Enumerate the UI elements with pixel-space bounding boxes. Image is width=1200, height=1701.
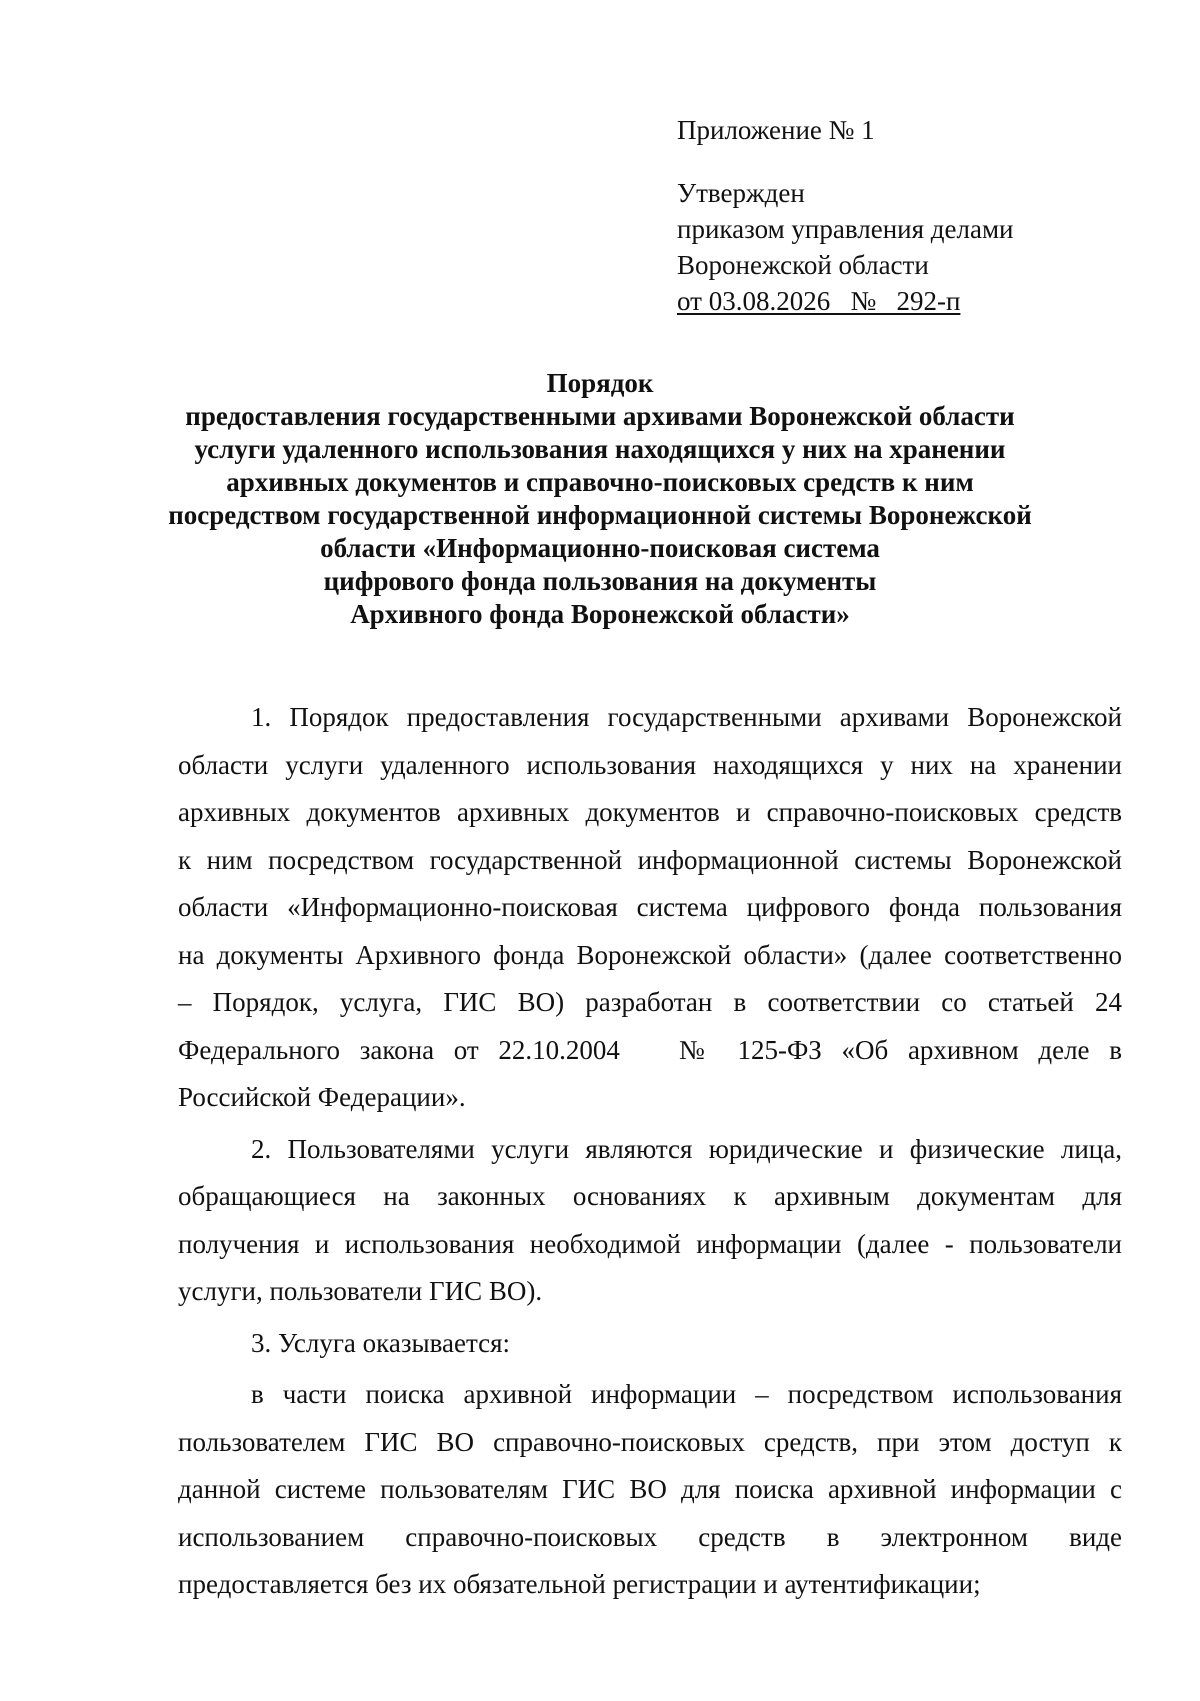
paragraph-line: предоставляется без их обязательной регистрации и аутентификации; [178, 1569, 981, 1599]
title-line: предоставления государственными архивами Воронежской области [185, 401, 1015, 431]
paragraph-line: на документы Архивного фонда Воронежской области» (далее соответственно [178, 939, 1122, 970]
title-line: услуги удаленного использования находящихся у них на хранении [194, 434, 1006, 464]
paragraph-line: 2. Пользователями услуги являются юридические и физические лица, [251, 1133, 1122, 1164]
title-line: Архивного фонда Воронежской области» [350, 599, 850, 629]
approved-by-order: приказом управления делами [677, 214, 1014, 244]
paragraph-line: к ним посредством государственной информационной системы Воронежской [178, 844, 1122, 875]
approval-block [677, 112, 1014, 319]
paragraph-line: использованием справочно-поисковых средств в электронном виде [178, 1521, 1122, 1552]
paragraph-line: Российской Федерации». [178, 1082, 466, 1112]
paragraph-3 [178, 1320, 1122, 1368]
paragraph-line: Федерального закона от 22.10.2004 № 125-ФЗ «Об архивном деле в [178, 1034, 1122, 1065]
paragraph-line: 1. Порядок предоставления государственными архивами Воронежской [251, 702, 1122, 732]
title-line: посредством государственной информационной системы Воронежской [168, 500, 1032, 530]
paragraph-line: в части поиска архивной информации – посредством использования [251, 1379, 1122, 1409]
paragraph-2 [178, 1126, 1122, 1316]
approved-region: Воронежской области [677, 250, 929, 280]
paragraph-line: области «Информационно-поисковая система цифрового фонда пользования [178, 892, 1122, 922]
document-title [0, 367, 1200, 631]
approved-label: Утвержден [677, 178, 805, 208]
paragraph-1 [178, 694, 1122, 1122]
paragraph-line: 3. Услуга оказывается: [251, 1327, 511, 1358]
paragraph-line: обращающиеся на законных основаниях к архивным документам для [178, 1181, 1122, 1211]
paragraph-line: – Порядок, услуга, ГИС ВО) разработан в соответствии со статьей 24 [178, 987, 1122, 1017]
paragraph-4 [178, 1371, 1122, 1609]
paragraph-line: архивных документов архивных документов и справочно-поисковых средств [178, 797, 1122, 827]
document-body [178, 694, 1122, 1609]
paragraph-line: области услуги удаленного использования находящихся у них на хранении [178, 749, 1122, 780]
title-heading: Порядок [546, 368, 654, 398]
paragraph-line: услуги, пользователи ГИС ВО). [178, 1276, 543, 1306]
title-line: архивных документов и справочно-поисковых средств к ним [226, 467, 974, 497]
paragraph-line: пользователем ГИС ВО справочно-поисковых средств, при этом доступ к [178, 1426, 1122, 1457]
paragraph-line: получения и использования необходимой информации (далее - пользователи [178, 1228, 1122, 1259]
appendix-label: Приложение № 1 [677, 115, 875, 145]
paragraph-line: данной системе пользователям ГИС ВО для поиска архивной информации с [178, 1474, 1122, 1504]
title-line: области «Информационно-поисковая система [320, 533, 880, 563]
order-reference: от 03.08.2026 № 292-п [677, 286, 961, 316]
title-line: цифрового фонда пользования на документы [323, 566, 877, 596]
